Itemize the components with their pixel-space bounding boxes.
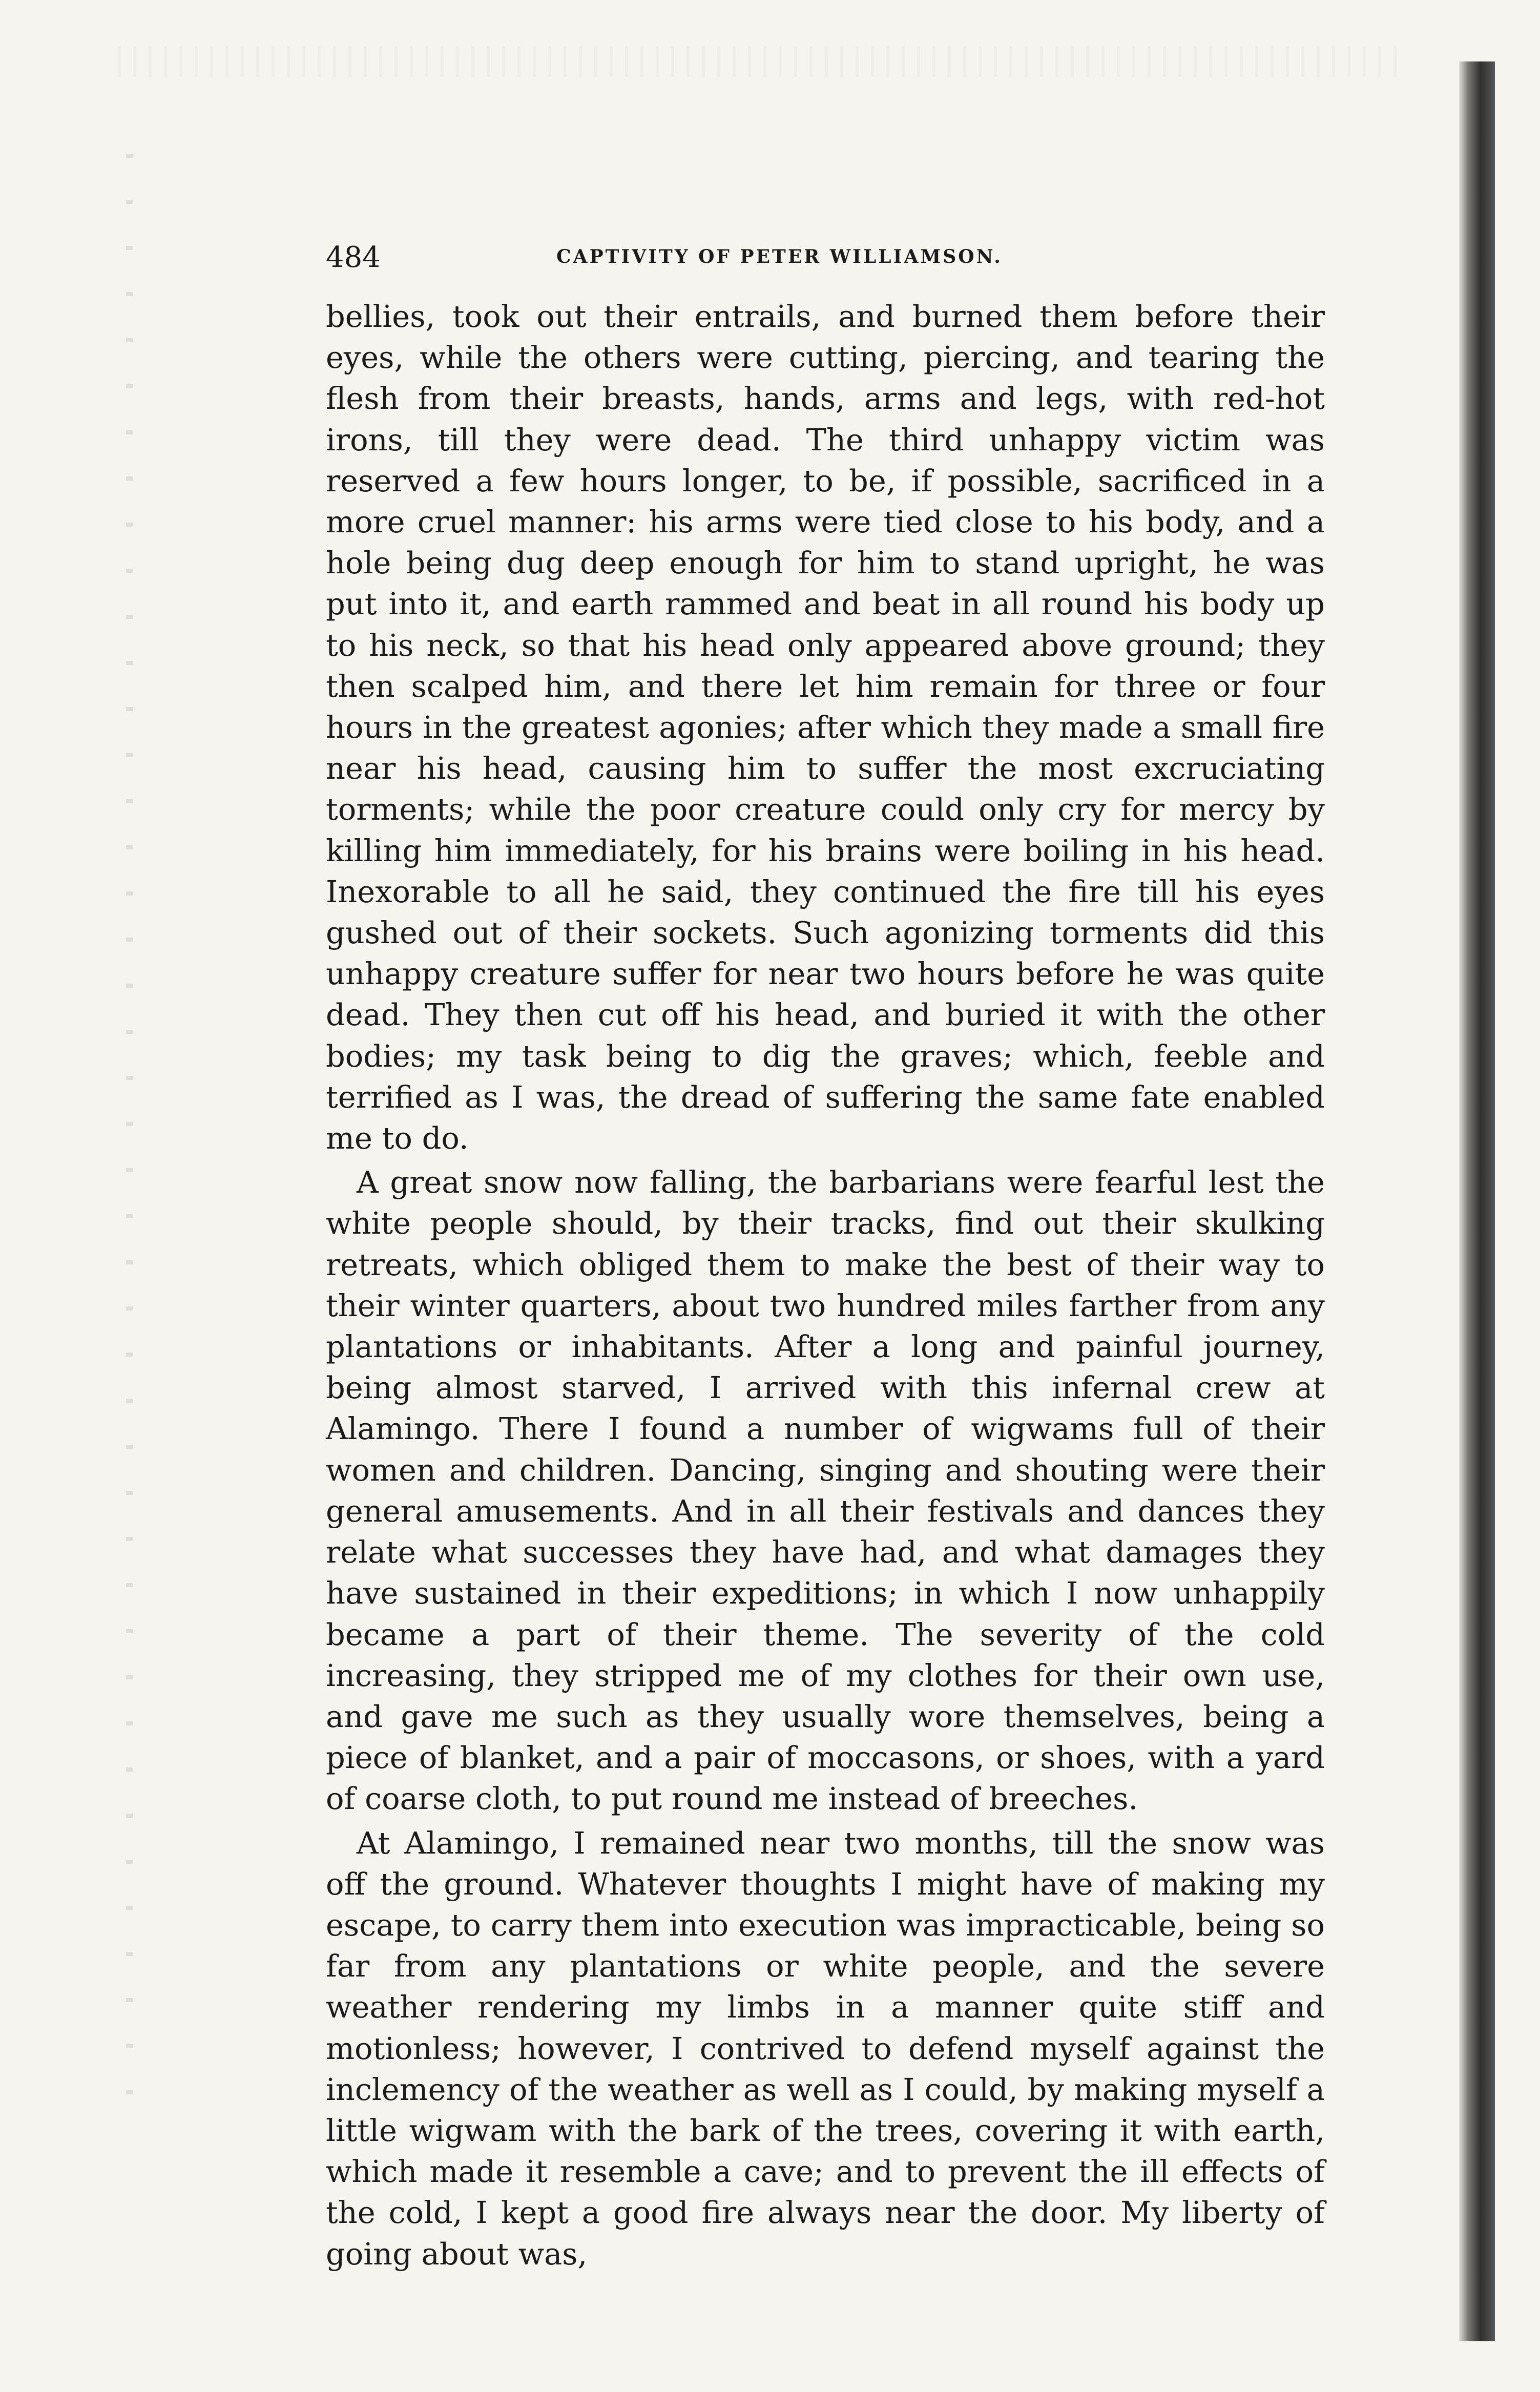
book-page [326, 241, 1325, 2275]
running-head [326, 241, 1325, 287]
scan-artifact-top [118, 46, 1399, 77]
running-title: CAPTIVITY OF PETER WILLIAMSON. [556, 246, 1003, 267]
paragraph-3: At Alamingo, I remained near two months, till the snow was off the ground. Whatever thoughts I might have of making my escape, to carry them into execution was impracticable, being so far from any plantations or white people, and the severe weather rendering my limbs in a manner quite stiff and motionless; however, I contrived to defend myself against the inclemency of the weather as well as I could, by making myself a little wigwam with the bark of the trees, covering it with earth, which made it resemble a cave; and to prevent the ill effects of the cold, I kept a good fire always near the door. My liberty of going about was, [326, 1825, 1325, 2272]
paragraph-2: A great snow now falling, the barbarians were fearful lest the white people should, by their tracks, find out their skulking retreats, which obliged them to make the best of their way to their winter quarters, about two hundred miles farther from any plantations or inhabitants. After a long and painful journey, being almost starved, I arrived with this infernal crew at Alamingo. There I found a number of wigwams full of their women and children. Dancing, singing and shouting were their general amusements. And in all their festivals and dances they relate what successes they have had, and what damages they have sustained in their expeditions; in which I now unhappily became a part of their theme. The severity of the cold increasing, they stripped me of my clothes for their own use, and gave me such as they usually wore themselves, being a piece of blanket, and a pair of moccasons, or shoes, with a yard of coarse cloth, to put round me instead of breeches. [326, 1164, 1325, 1817]
scan-artifact-left [126, 154, 133, 2100]
book-binding-edge [1459, 61, 1495, 2341]
paragraph-1: bellies, took out their entrails, and burned them before their eyes, while the others were cutting, piercing, and tearing the flesh from their breasts, hands, arms and legs, with red-hot irons, till they were dead. The third unhappy victim was reserved a few hours longer, to be, if possible, sacrificed in a more cruel manner: his arms were tied close to his body, and a hole being dug deep enough for him to stand upright, he was put into it, and earth rammed and beat in all round his body up to his neck, so that his head only appeared above ground; they then scalped him, and there let him remain for three or four hours in the greatest agonies; after which they made a small fire near his head, causing him to suffer the most excruciating torments; while the poor creature could only cry for mercy by killing him immediately, for his brains were boiling in his head. Inexorable to all he said, they continued the fire till his eyes gushed out of their sockets. Such agonizing torments did this unhappy creature suffer for near two hours before he was quite dead. They then cut off his head, and buried it with the other bodies; my task being to dig the graves; which, feeble and terrified as I was, the dread of suffering the same fate enabled me to do. [326, 299, 1325, 1156]
page-number: 484 [326, 241, 381, 274]
